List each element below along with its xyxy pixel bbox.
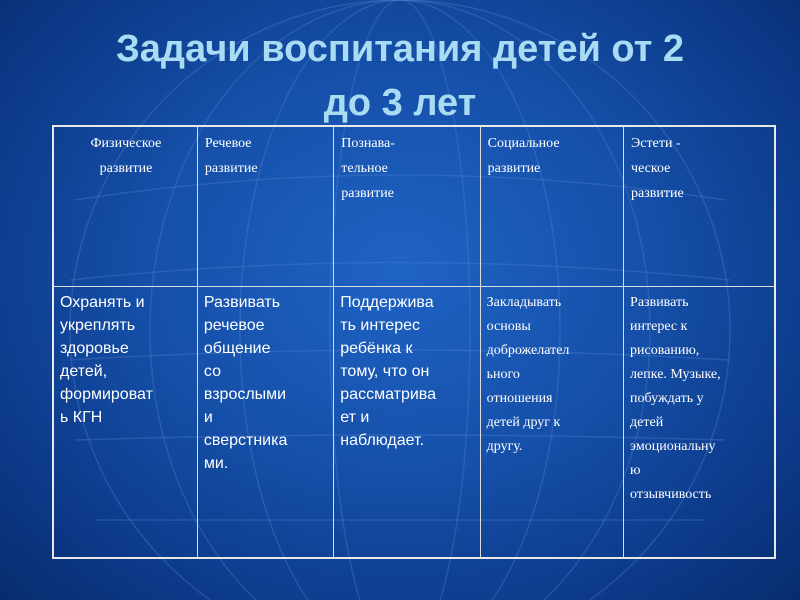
header-text: тельное [341,161,388,176]
cell-text: интерес к [630,318,688,334]
cell-text: рассматрива [340,385,436,403]
cell-text: взрослыми [203,385,287,403]
cell-physical [53,286,197,558]
cell-text: доброжелател [486,342,570,358]
cell-text: ет и [340,408,370,426]
cell-text: ребёнка к [340,339,413,357]
slide-title-line-1: Задачи воспитания детей от 2 [115,28,684,70]
header-text: развитие [631,186,684,201]
header-cell-physical [53,126,197,286]
cell-text: ми. [203,454,229,472]
cell-text: другу. [486,438,523,454]
header-text: развитие [204,161,258,176]
cell-text: детей [630,414,664,430]
header-text: Эстети - [631,136,681,151]
header-cell-social [480,126,623,286]
cell-text: Поддержива [340,293,434,311]
cell-text: лепке. Музыке, [630,366,721,382]
cell-text: отзывчивость [630,486,712,502]
cell-text: наблюдает. [340,431,425,449]
cell-text: эмоциональну [630,438,716,454]
cell-text: формироват [60,385,153,403]
cell-text: со [203,362,221,380]
slide-title [0,22,800,130]
table-header-row [53,126,775,286]
cell-text: общение [203,339,271,357]
tasks-table-wrap [52,125,776,559]
cell-text: тому, что он [340,362,430,380]
cell-text: детей, [60,362,108,380]
cell-text: ь КГН [60,408,103,426]
cell-text: Охранять и [60,293,145,311]
cell-text: основы [486,318,531,334]
tasks-table [52,125,776,559]
table-row [53,286,775,558]
cell-text: побуждать у [630,390,704,406]
cell-text: детей друг к [486,414,561,430]
cell-text: рисованию, [630,342,700,358]
header-text: развитие [487,161,541,176]
header-cell-aesthetic [624,126,775,286]
cell-aesthetic [624,286,775,558]
cell-text: сверстника [203,431,288,449]
cell-text: отношения [486,390,553,406]
header-cell-cognitive [334,126,480,286]
cell-speech [197,286,333,558]
cell-text: здоровье [60,339,129,357]
slide-title-line-2: до 3 лет [323,82,477,124]
header-text: развитие [99,161,153,176]
cell-text: укреплять [60,316,136,334]
header-text: Познава- [341,136,395,151]
cell-cognitive [334,286,480,558]
cell-text: ть интерес [340,316,420,334]
cell-text: и [203,408,213,426]
cell-text: ьного [486,366,520,382]
cell-text: Развивать [630,294,689,310]
header-text: Речевое [204,136,252,151]
cell-text: ю [630,462,641,478]
cell-text: Закладывать [486,294,562,310]
header-text: развитие [341,186,394,201]
cell-text: Развивать [203,293,281,311]
header-text: Социальное [487,136,560,151]
header-text: Физическое [90,136,162,151]
cell-text: речевое [203,316,265,334]
cell-social [480,286,623,558]
header-cell-speech [197,126,333,286]
header-text: ческое [631,161,671,176]
